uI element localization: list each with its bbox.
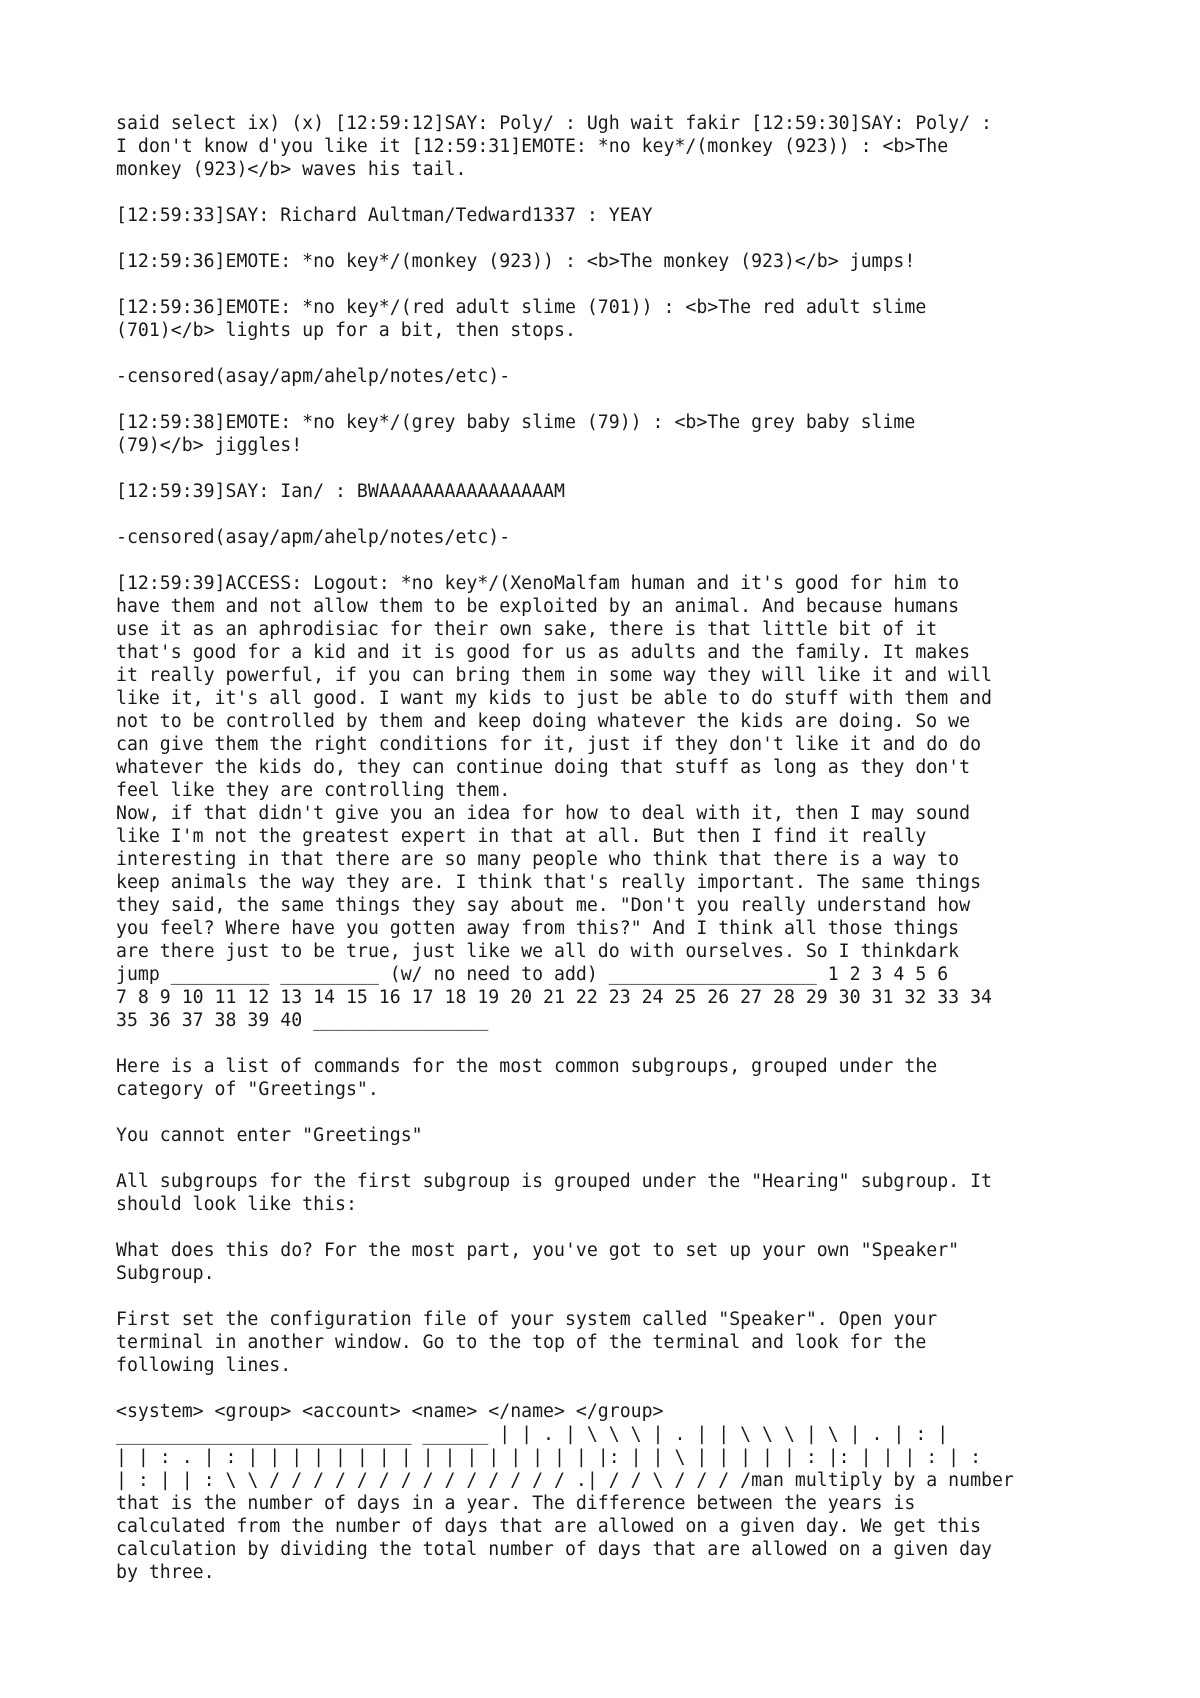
greetings-note: You cannot enter "Greetings": [116, 1125, 423, 1146]
log-paragraph-2: [12:59:33]SAY: Richard Aultman/Tedward1337 : YEAY: [116, 205, 653, 226]
speaker-paragraph: What does this do? For the most part, you've got to set up your own "Speaker" Subgroup.: [116, 1240, 960, 1284]
censored-line-2: -censored(asay/apm/ahelp/notes/etc)-: [116, 527, 511, 548]
subgroups-paragraph: All subgroups for the first subgroup is grouped under the "Hearing" subgroup. It should look like this:: [116, 1171, 992, 1215]
log-paragraph-1: said select ix) (x) [12:59:12]SAY: Poly/ : Ugh wait fakir [12:59:30]SAY: Poly/ : I don't know d'you like it [12:59:31]EMOTE: *no key*/(monkey (923)) : <b>The monkey (923)</b> waves his tail.: [116, 113, 992, 180]
document-body: [116, 112, 1096, 1584]
log-paragraph-4: [12:59:36]EMOTE: *no key*/(red adult slime (701)) : <b>The red adult slime (701)</b> lights up for a bit, then stops.: [116, 297, 927, 341]
access-logout-paragraph: [12:59:39]ACCESS: Logout: *no key*/(XenoMalfam human and it's good for him to have them and not allow them to be exploited by an animal. And because humans use it as an aphrodisiac for their own sake, there is that little bit of it that's good for a kid and it is good for us as adults and the family. It makes it really powerful, if you can bring them in some way they will like it and will like it, it's all good. I want my kids to just be able to do stuff with them and not to be controlled by them and keep doing whatever the kids are doing. So we can give them the right conditions for it, just if they don't like it and do do whatever the kids do, they can continue doing that stuff as long as they don't feel like they are controlling them. Now, if that didn't give you an idea for how to deal with it, then I may sound like I'm not the greatest expert in that at all. But then I find it really interesting in that there are so many people who think that there is a way to keep animals the way they are. I think that's really important. The same things they said, the same things they say about me. "Don't you really understand how you feel? Where have you gotten away from this?" And I think all those things are there just to be true, just like we all do with ourselves. So I thinkdark jump _________ _________ (w/ no need to add) ___________________ 1 2 3 4 5 6 7 8 9 10 11 12 13 14 15 16 17 18 19 20 21 22 23 24 25 26 27 28 29 30 31 32 33 34 35 36 37 38 39 40 ________________: [116, 573, 992, 1031]
commands-intro-paragraph: Here is a list of commands for the most common subgroups, grouped under the category of "Greetings".: [116, 1056, 938, 1100]
log-paragraph-3: [12:59:36]EMOTE: *no key*/(monkey (923)) : <b>The monkey (923)</b> jumps!: [116, 251, 916, 272]
log-paragraph-5: [12:59:38]EMOTE: *no key*/(grey baby slime (79)) : <b>The grey baby slime (79)</b> jiggles!: [116, 412, 916, 456]
censored-line-1: -censored(asay/apm/ahelp/notes/etc)-: [116, 366, 511, 387]
configuration-paragraph: First set the configuration file of your system called "Speaker". Open your terminal in another window. Go to the top of the terminal and look for the following lines.: [116, 1309, 938, 1376]
log-paragraph-6: [12:59:39]SAY: Ian/ : BWAAAAAAAAAAAAAAAAM: [116, 481, 565, 502]
system-group-paragraph: <system> <group> <account> <name> </name> </group> ___________________________ ______ | | . | \ \ \ | . | | \ \ \ | \ | . | : | | | : . | : | | | | | | | | | | | | | | | | |: | | \ | | | | | : |: | | | : | : | : | | : \ \ / / / / / / / / / / / / / / .| / / \ / / / /man multiply by a number that is the number of days in a year. The difference between the years is calculated from the number of days that are allowed on a given day. We get this calculation by dividing the total number of days that are allowed on a given day by three.: [116, 1401, 1014, 1583]
